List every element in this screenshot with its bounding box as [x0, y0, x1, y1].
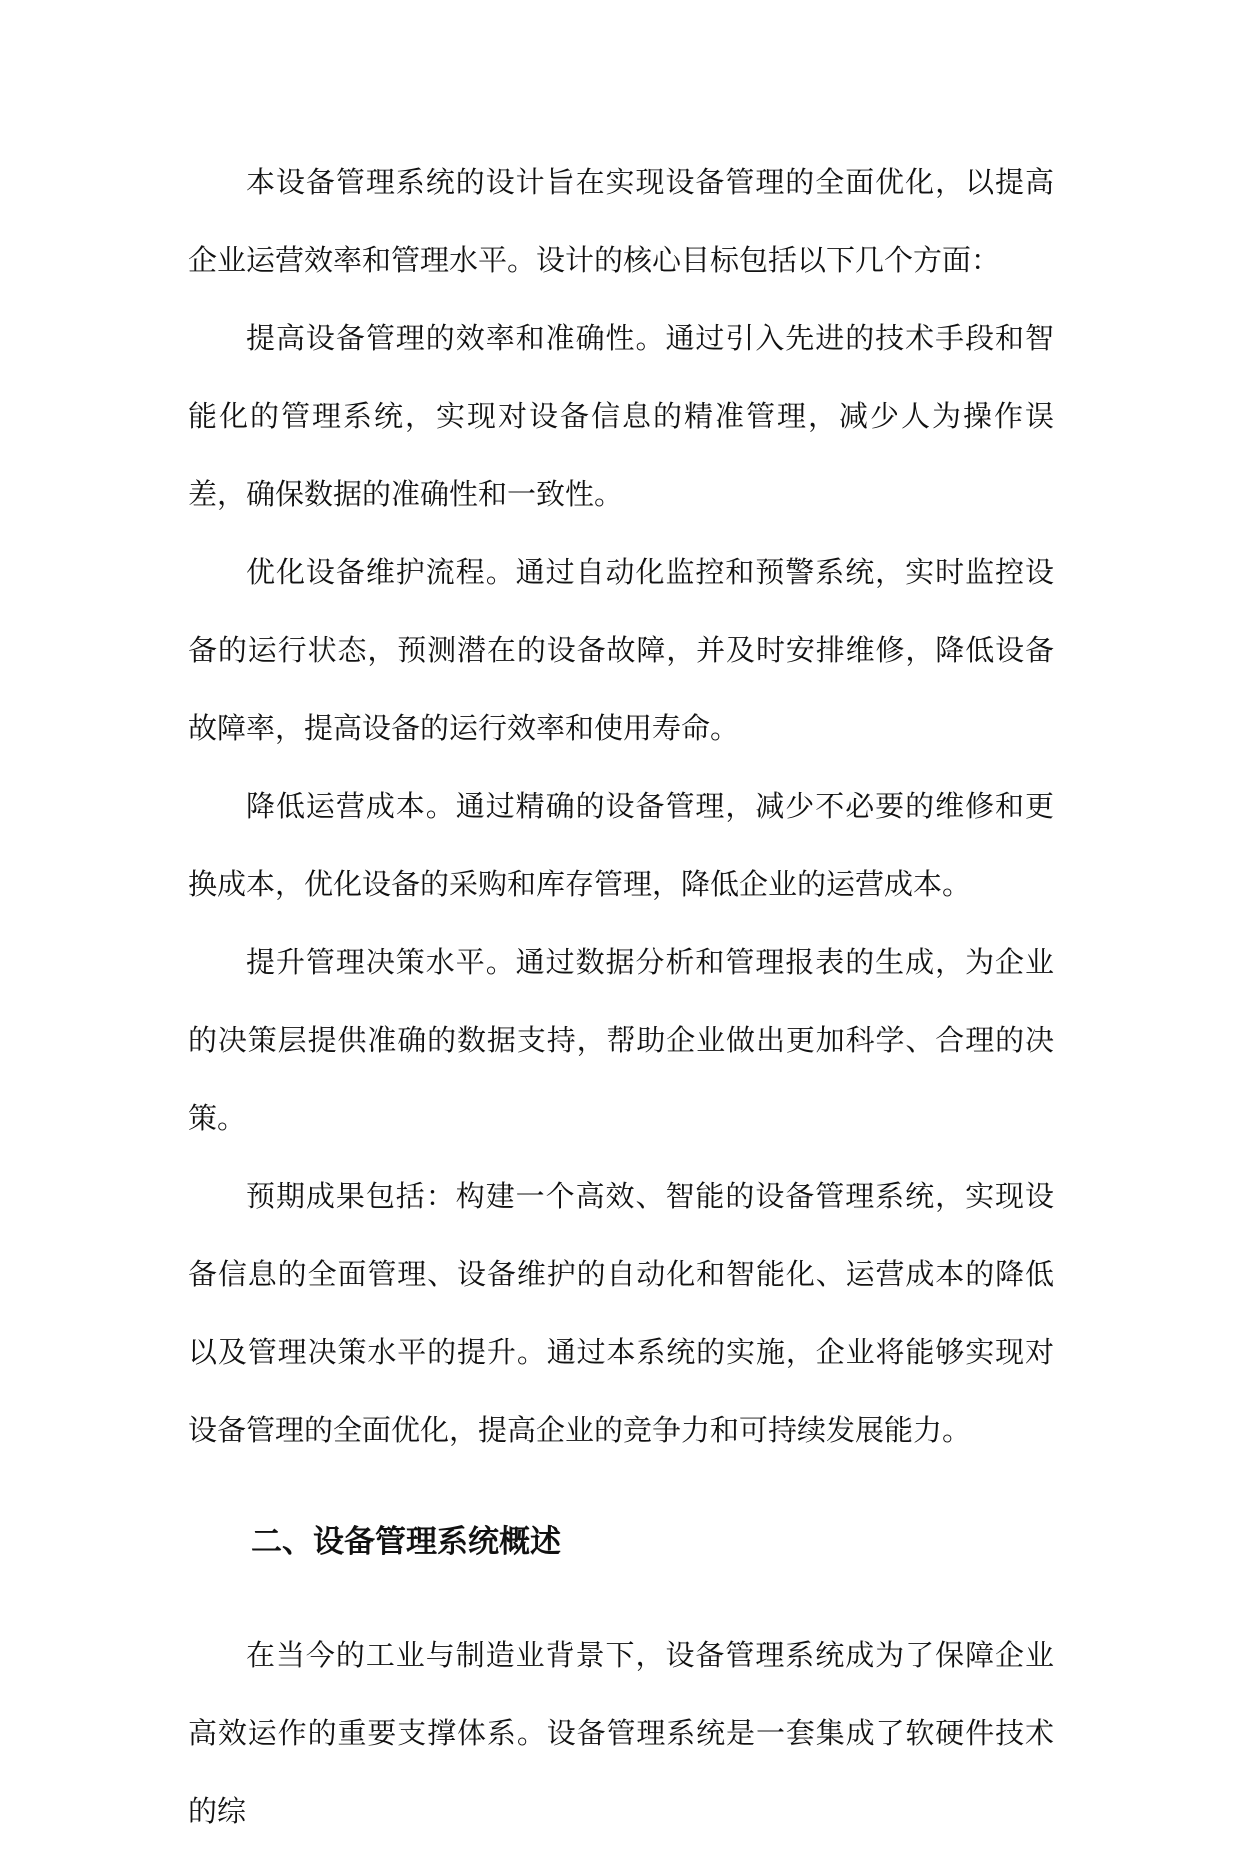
section-heading: 二、设备管理系统概述 [251, 1524, 561, 1560]
paragraph-expected-results: 预期成果包括：构建一个高效、智能的设备管理系统，实现设备信息的全面管理、设备维护的自动化和智能化、运营成本的降低以及管理决策水平的提升。通过本系统的实施，企业将能够实现对设备管理的全面优化，提高企业的竞争力和可持续发展能力。 [188, 1179, 1054, 1447]
paragraph-decision-level: 提升管理决策水平。通过数据分析和管理报表的生成，为企业的决策层提供准确的数据支持，帮助企业做出更加科学、合理的决策。 [188, 945, 1054, 1135]
paragraph-reduce-cost: 降低运营成本。通过精确的设备管理，减少不必要的维修和更换成本，优化设备的采购和库存管理，降低企业的运营成本。 [188, 789, 1054, 901]
paragraph-maintenance-process: 优化设备维护流程。通过自动化监控和预警系统，实时监控设备的运行状态，预测潜在的设备故障，并及时安排维修，降低设备故障率，提高设备的运行效率和使用寿命。 [188, 555, 1054, 745]
paragraph-design-goal-intro: 本设备管理系统的设计旨在实现设备管理的全面优化，以提高企业运营效率和管理水平。设计的核心目标包括以下几个方面： [188, 165, 1054, 277]
paragraph-system-overview: 在当今的工业与制造业背景下，设备管理系统成为了保障企业高效运作的重要支撑体系。设备管理系统是一套集成了软硬件技术的综 [188, 1638, 1054, 1828]
paragraph-efficiency-accuracy: 提高设备管理的效率和准确性。通过引入先进的技术手段和智能化的管理系统，实现对设备信息的精准管理，减少人为操作误差，确保数据的准确性和一致性。 [188, 321, 1054, 511]
document-body [188, 143, 1054, 1850]
